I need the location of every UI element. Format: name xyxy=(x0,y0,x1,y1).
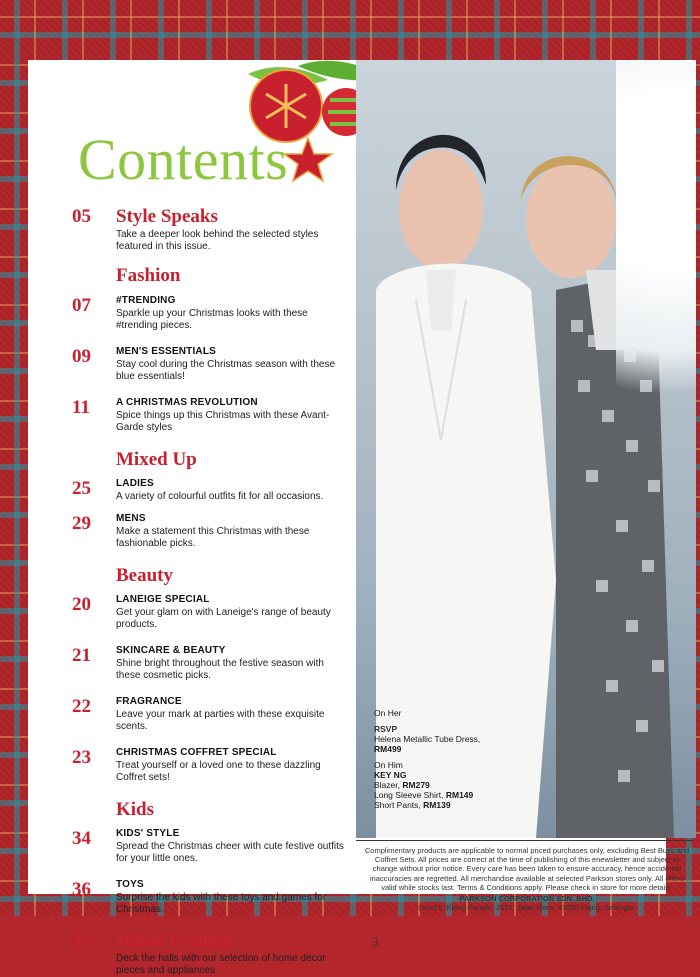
credits-her-brand: RSVP xyxy=(374,724,398,734)
page-title: Contents xyxy=(78,127,289,192)
page-number: 29 xyxy=(72,513,91,534)
credits-him-brand: KEY NG xyxy=(374,770,407,780)
entry-title: MEN'S ESSENTIALS xyxy=(116,346,217,357)
section-kids xyxy=(72,798,347,822)
section-heading: Kids xyxy=(116,799,155,820)
entry-description: Shine bright throughout the festive season with these cosmetic picks. xyxy=(116,658,324,681)
christmas-tree-decoration xyxy=(616,60,696,460)
list-item[interactable] xyxy=(72,879,347,916)
page-number: 36 xyxy=(72,879,91,900)
entry-description: Deck the halls with our selection of home decor pieces and appliances xyxy=(116,953,326,976)
list-item[interactable] xyxy=(72,594,347,631)
entry-description: Spread the Christmas cheer with cute festive outfits for your little ones. xyxy=(116,841,344,864)
page-number: 34 xyxy=(72,828,91,849)
photo-credits xyxy=(374,708,480,810)
list-item[interactable] xyxy=(72,346,347,383)
page-number: 20 xyxy=(72,594,91,615)
page-number: 09 xyxy=(72,346,91,367)
page-number: 11 xyxy=(72,397,90,418)
section-heading: Fashion xyxy=(116,265,181,286)
credits-him-price: RM279 xyxy=(402,780,430,790)
list-item[interactable] xyxy=(72,295,347,332)
page-number: 07 xyxy=(72,295,91,316)
section-heading: Beauty xyxy=(116,565,173,586)
entry-description: Take a deeper look behind the selected styles featured in this issue. xyxy=(116,229,319,252)
list-item[interactable] xyxy=(72,397,347,434)
company-address: Level 5, Klang Parade, 2112, Jalan Meru, 41050 Klang, Selangor. xyxy=(418,903,636,913)
entry-title: LANEIGE SPECIAL xyxy=(116,594,210,605)
entry-title: CHRISTMAS COFFRET SPECIAL xyxy=(116,747,277,758)
credits-him-item: Long Sleeve Shirt, xyxy=(374,790,444,800)
disclaimer-text: Complimentary products are applicable to normal priced purchases only, excluding Best Buys and Coffret Sets. All prices are correct at the time of publishing of this enewsletter and subject to change without prior notice. Every care has been taken to ensure accuracy, hence accidental inaccuracies are regretted. All merchandise available at selected Parkson stores only. All offers valid while stocks last. Terms & Conditions apply. Please check in store for more details. xyxy=(364,846,690,892)
entry-title: Style Speaks xyxy=(116,206,218,227)
entry-description: Stay cool during the Christmas season with these blue essentials! xyxy=(116,359,335,382)
entry-title: LADIES xyxy=(116,478,154,489)
page-number: 37 xyxy=(72,930,91,951)
page-number: 23 xyxy=(72,747,91,768)
entry-title: Home Fashion xyxy=(116,930,234,951)
entry-title: SKINCARE & BEAUTY xyxy=(116,645,226,656)
list-item[interactable] xyxy=(72,696,347,733)
entry-title: TOYS xyxy=(116,879,144,890)
list-item[interactable] xyxy=(72,478,347,503)
entry-title: FRAGRANCE xyxy=(116,696,182,707)
credits-him-item: Blazer, xyxy=(374,780,400,790)
entry-description: A variety of colourful outfits fit for all occasions. xyxy=(116,491,324,502)
entry-description: Spice things up this Christmas with these Avant-Garde styles xyxy=(116,410,330,433)
company-name: PARKSON CORPORATION SDN. BHD. xyxy=(459,894,595,904)
page xyxy=(28,60,690,976)
entry-description: Leave your mark at parties with these exquisite scents. xyxy=(116,709,325,732)
list-item[interactable] xyxy=(72,747,347,784)
section-fashion xyxy=(72,264,347,288)
page-number-footer: 3 xyxy=(372,934,379,949)
entry-description: Get your glam on with Laneige's range of beauty products. xyxy=(116,607,331,630)
page-number: 22 xyxy=(72,696,91,717)
credits-her-item: Helena Metallic Tube Dress, xyxy=(374,734,481,744)
list-item[interactable] xyxy=(72,513,347,550)
page-number: 21 xyxy=(72,645,91,666)
legal-disclaimer xyxy=(362,846,692,912)
credits-him-item: Short Pants, xyxy=(374,800,421,810)
entry-title: KIDS' STYLE xyxy=(116,828,180,839)
list-item[interactable] xyxy=(72,206,347,253)
credits-him-price: RM149 xyxy=(445,790,474,800)
entry-description: Treat yourself or a loved one to these dazzling Coffret sets! xyxy=(116,760,321,783)
entry-description: Sparkle up your Christmas looks with these #trending pieces. xyxy=(116,308,308,331)
credits-him-label: On Him xyxy=(374,760,403,770)
credits-her-price: RM499 xyxy=(374,744,402,754)
entry-title: A CHRISTMAS REVOLUTION xyxy=(116,397,258,408)
entry-description: Make a statement this Christmas with these fashionable picks. xyxy=(116,526,310,549)
page-number: 25 xyxy=(72,478,91,499)
entry-title: MENS xyxy=(116,513,146,524)
list-item[interactable] xyxy=(72,828,347,865)
credits-her-label: On Her xyxy=(374,708,402,718)
divider xyxy=(356,840,694,841)
entry-description: Surprise the kids with these toys and games for Christmas. xyxy=(116,892,327,915)
table-of-contents xyxy=(72,206,347,977)
list-item[interactable] xyxy=(72,930,347,977)
page-number: 05 xyxy=(72,206,91,227)
section-mixed-up xyxy=(72,448,347,472)
section-heading: Mixed Up xyxy=(116,449,197,470)
entry-title: #TRENDING xyxy=(116,295,176,306)
section-beauty xyxy=(72,564,347,588)
list-item[interactable] xyxy=(72,645,347,682)
credits-him-price: RM139 xyxy=(423,800,451,810)
